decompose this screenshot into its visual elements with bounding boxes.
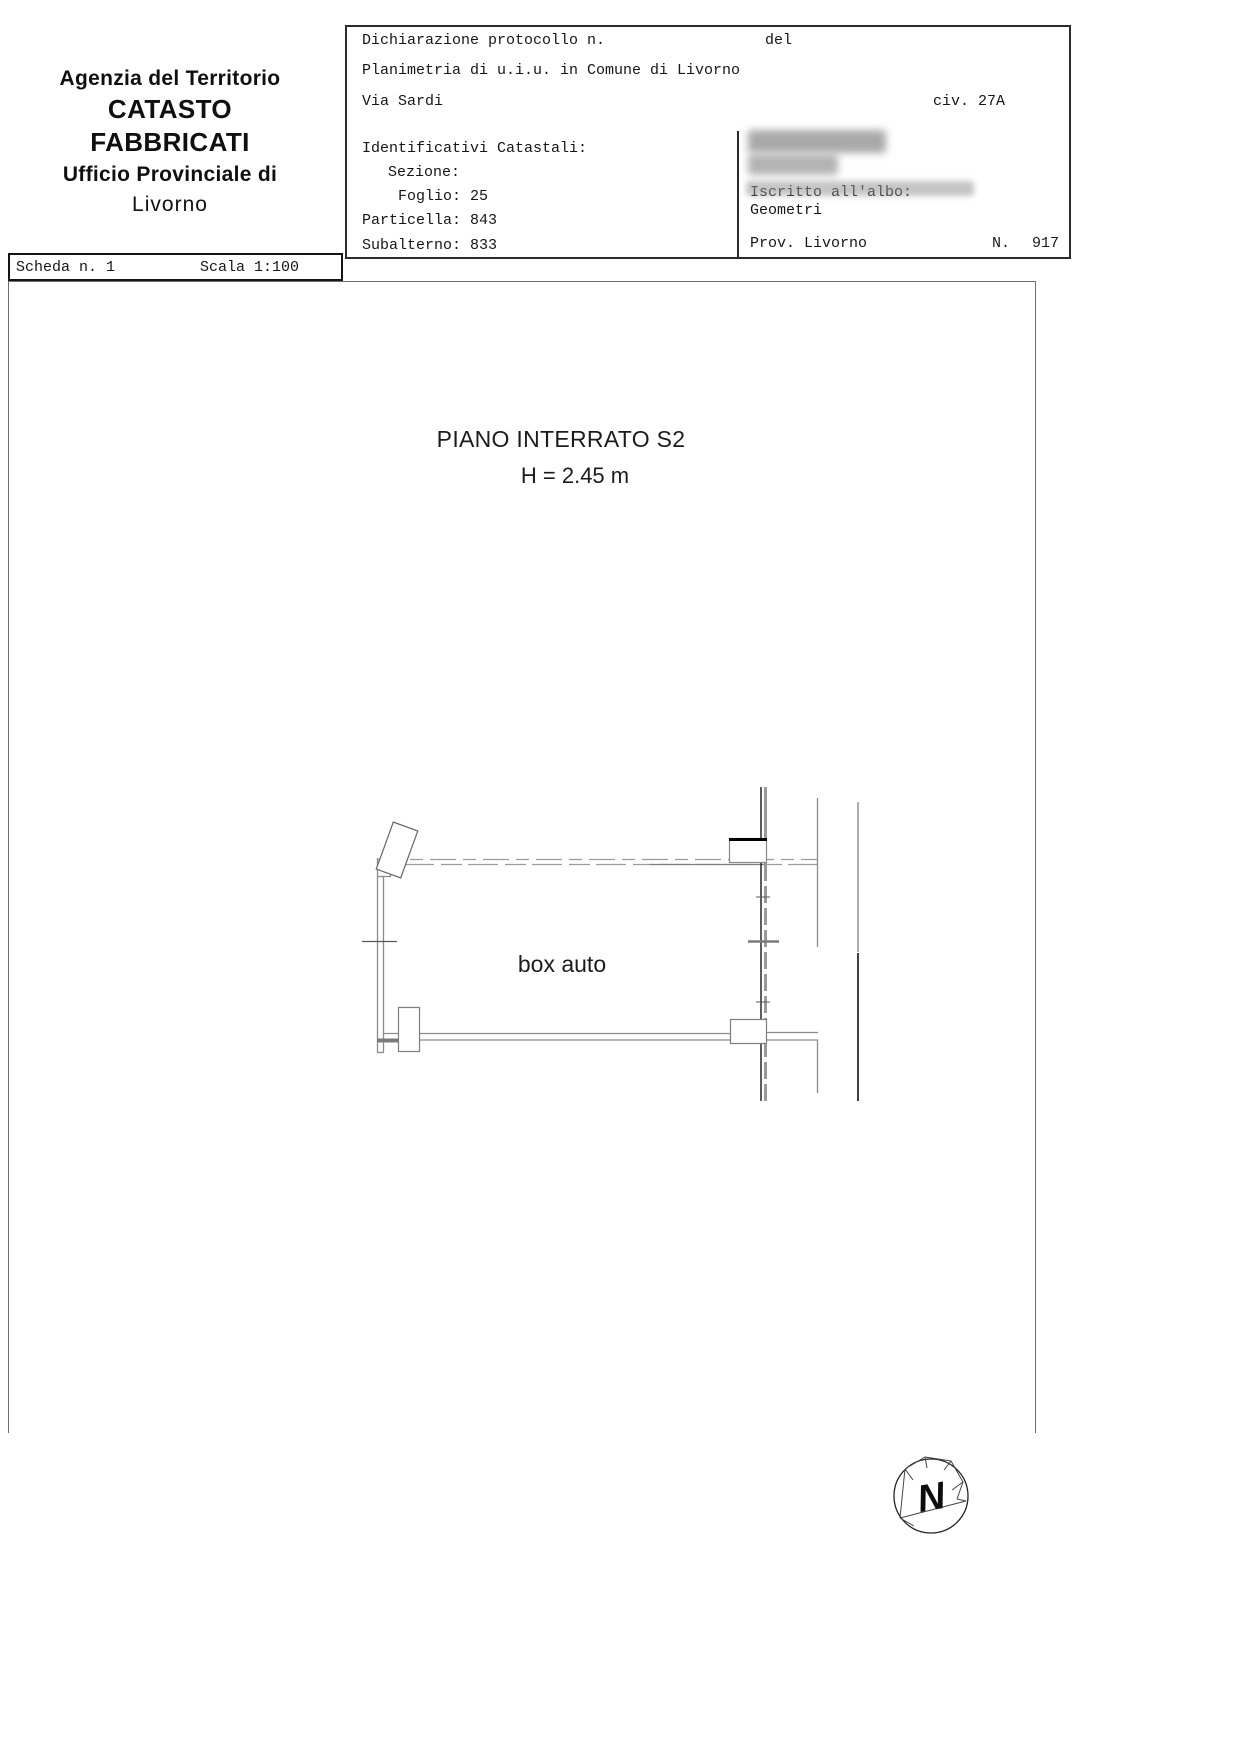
height-label: H = 2.45 m — [520, 463, 630, 488]
sezione-label: Sezione: — [388, 164, 461, 181]
catasto-title: CATASTO FABBRICATI — [90, 94, 250, 157]
particella-label: Particella: — [362, 212, 462, 229]
left-wall — [377, 858, 391, 1053]
foglio-label: Foglio: — [398, 188, 462, 205]
protocol-label: Dichiarazione protocollo n. — [362, 32, 606, 49]
albo-number-value: 917 — [1032, 235, 1060, 252]
albo-value: Geometri — [750, 202, 823, 219]
street-line: Via Sardi — [362, 93, 444, 110]
albo-number-label: N. — [992, 235, 1011, 252]
north-compass — [894, 1457, 968, 1533]
office-city: Livorno — [132, 193, 208, 216]
cadastral-title: Identificativi Catastali: — [362, 140, 588, 157]
del-label: del — [765, 32, 793, 49]
agency-name: Agenzia del Territorio — [59, 67, 281, 90]
pillar-bottom-left — [399, 1008, 420, 1052]
pillars — [399, 839, 768, 1052]
subalterno-label: Subalterno: — [362, 237, 462, 254]
pillar-bottom-right — [731, 1020, 767, 1044]
pillar-top-right — [730, 839, 767, 863]
prov-line: Prov. Livorno — [750, 235, 868, 252]
right-wall — [756, 787, 770, 1101]
particella-value: 843 — [470, 212, 498, 229]
room-label: box auto — [517, 951, 607, 977]
subalterno-value: 833 — [470, 237, 498, 254]
scala-label: Scala 1:100 — [200, 259, 300, 276]
garage-door-leaf — [376, 822, 418, 878]
corridor-lines — [818, 798, 859, 1101]
compass-letter: N — [914, 1474, 949, 1522]
office-line: Ufficio Provinciale di — [62, 163, 278, 186]
foglio-value: 25 — [470, 188, 489, 205]
civic-number: civ. 27A — [933, 93, 1006, 110]
floor-title: PIANO INTERRATO S2 — [436, 426, 686, 452]
planimetria-line: Planimetria di u.i.u. in Comune di Livorno — [362, 62, 741, 79]
scheda-label: Scheda n. 1 — [16, 259, 116, 276]
